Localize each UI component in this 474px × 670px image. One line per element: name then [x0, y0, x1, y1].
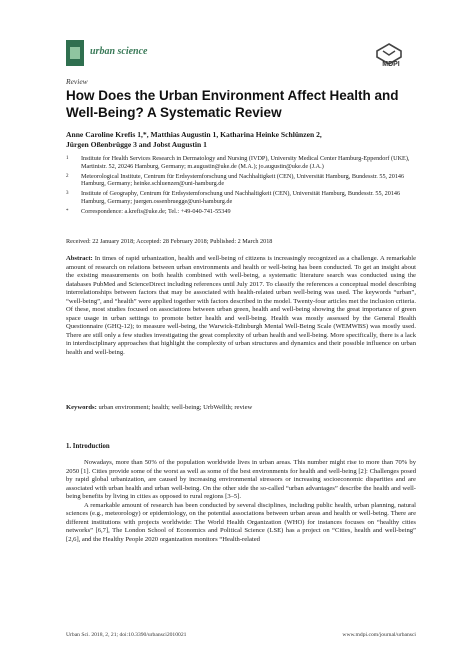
publisher-name: MDPI	[382, 61, 400, 68]
publication-dates: Received: 22 January 2018; Accepted: 28 February 2018; Published: 2 March 2018	[66, 238, 273, 245]
introduction-body	[66, 459, 416, 544]
footer-citation: Urban Sci. 2018, 2, 21; doi:10.3390/urbansci2010021	[66, 632, 187, 638]
affiliation-number: *	[66, 208, 69, 214]
author-list	[66, 130, 416, 150]
paragraph: A remarkable amount of research has been conducted by several disciplines, including public health, urban planning, natural sciences (e.g., meteorology) or epidemiology, on the potential associations between urban areas and health or well-being. There are different institutions with projects worldwide: The World Health Organization (WHO) for instances focuses on “healthy cities networks” [6,7], The London School of Economics and Political Science (LSE) has a project on “Cities, health and well-being” [2,6], and the Healthy People 2020 organization monitors “Health-related	[66, 501, 416, 543]
affiliation-item	[66, 190, 416, 206]
authors-line: Anne Caroline Krefis 1,*, Matthias Augustin 1, Katharina Heinke Schlünzen 2,	[66, 130, 322, 139]
correspondence-text: Correspondence: a.krefis@uke.de; Tel.: +49-040-741-55349	[81, 207, 231, 215]
affiliation-text: Institute for Health Services Research in Dermatology and Nursing (IVDP), University Medical Center Hamburg-Eppendorf (UKE), Martinistr. 52, 20246 Hamburg, Germany; m.augustin@uke.de (M.A.); jo.augustin@uke.de (J.A.)	[81, 155, 410, 170]
affiliation-item	[66, 173, 416, 189]
affiliation-number: 2	[66, 173, 69, 179]
section-heading: 1. Introduction	[66, 443, 110, 450]
affiliation-number: 1	[66, 156, 69, 161]
authors-line: Jürgen Oßenbrügge 3 and Jobst Augustin 1	[66, 140, 207, 149]
affiliation-item	[66, 155, 416, 171]
affiliation-text: Institute of Geography, Centrum für Erdsystemforschung und Nachhaltigkeit (CEN), Universität Hamburg, Bundesstr. 55, 20146 Hamburg, Germany; juergen.ossenbruegge@uni-hamburg.de	[81, 190, 401, 205]
paragraph: Nowadays, more than 50% of the population worldwide lives in urban areas. This number might rise to more than 70% by 2050 [1]. Cities provide some of the worst as well as some of the best environments for health and well-being [2]: Challenges posed by rapid global urbanization, are caused by increasing environmental stressors or increasing socioeconomic disparities and are associated with urban health and urban well-being. On the other side the so-called “urban advantages” describe the health and well-being benefits by living in cities as opposed to rural regions [3–5].	[66, 459, 416, 500]
abstract-text: In times of rapid urbanization, health and well-being of citizens is increasingly recognized as a challenge. A remarkable amount of research on relations between urban environments and health or well-being has been conducted. To get an insight about the existing measurements on both health combined with well-being, a systematic literature search was conducted using the databases PubMed and ScienceDirect including references until July 2017. To classify the references a conceptual model describing interrelationships between factors that may be associated with health-related urban well-being was used. The keywords “urban”, “well-being”, and “health” were applied together with factors described in the model. Twenty-four articles met the inclusion criteria. Of these, most studies focused on associations between urban green, health and well-being showing the great importance of green space usage in urban settings to promote better health and well-being. Health was mostly assessed by the General Health Questionnaire (GHQ-12); to measure well-being, the Warwick-Edinburgh Mental Well-Being Scale (WEMWBS) was mostly used. There are still only a few studies investigating the great complexity of urban health and well-being. More specifically, there is a lack in interdisciplinary approaches that highlight the complexity of urban structures and dynamics and their possible influence on urban health and well-being.	[66, 255, 416, 357]
footer-journal-url[interactable]: www.mdpi.com/journal/urbansci	[342, 632, 416, 638]
article-type: Review	[66, 77, 88, 86]
abstract-label: Abstract:	[66, 255, 93, 262]
keywords-label: Keywords:	[66, 404, 97, 411]
paper-title: How Does the Urban Environment Affect Health and Well-Being? A Systematic Review	[66, 88, 399, 120]
keywords-text: urban environment; health; well-being; UrbWellth; review	[98, 404, 253, 411]
journal-name: urban science	[90, 46, 148, 57]
keywords	[66, 404, 416, 411]
affiliation-number: 3	[66, 191, 69, 197]
affiliations	[66, 155, 416, 218]
correspondence-item	[66, 208, 416, 216]
affiliation-text: Meteorological Institute, Centrum für Erdsystemforschung und Nachhaltigkeit (CEN), Universität Hamburg, Bundesstr. 55, 20146 Hamburg, Germany; heinke.schluenzen@uni-hamburg.de	[81, 172, 405, 188]
journal-logo-icon	[66, 40, 84, 66]
abstract	[66, 255, 416, 358]
